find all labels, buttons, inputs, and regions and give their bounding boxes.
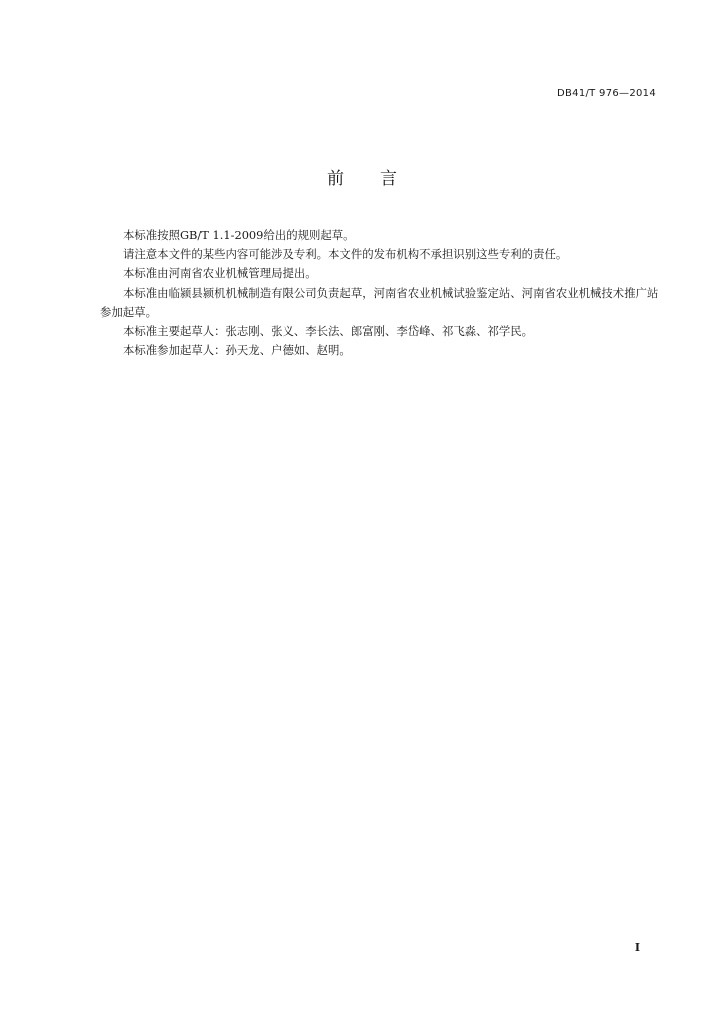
paragraph-participating-drafters: 本标准参加起草人：孙天龙、户德如、赵明。 xyxy=(123,343,351,358)
page-title: 前言 xyxy=(327,169,433,189)
paragraph-drafting-rules: 本标准按照GB/T 1.1-2009给出的规则起草。 xyxy=(123,228,355,242)
paragraph-patent-notice: 请注意本文件的某些内容可能涉及专利。本文件的发布机构不承担识别这些专利的责任。 xyxy=(123,247,568,262)
paragraph-drafting-units: 本标准由临颍县颍机机械制造有限公司负责起草，河南省农业机械试验鉴定站、河南省农业机械技术推广站参加起草。 xyxy=(100,285,659,319)
page-number: I xyxy=(634,941,640,954)
paragraph-main-drafters: 本标准主要起草人：张志刚、张义、李长法、郎富刚、李岱峰、祁飞淼、祁学民。 xyxy=(123,324,534,339)
paragraph-proposer: 本标准由河南省农业机械管理局提出。 xyxy=(123,266,317,281)
foreword-body xyxy=(100,226,660,360)
standard-code: DB41/T 976—2014 xyxy=(557,88,656,99)
